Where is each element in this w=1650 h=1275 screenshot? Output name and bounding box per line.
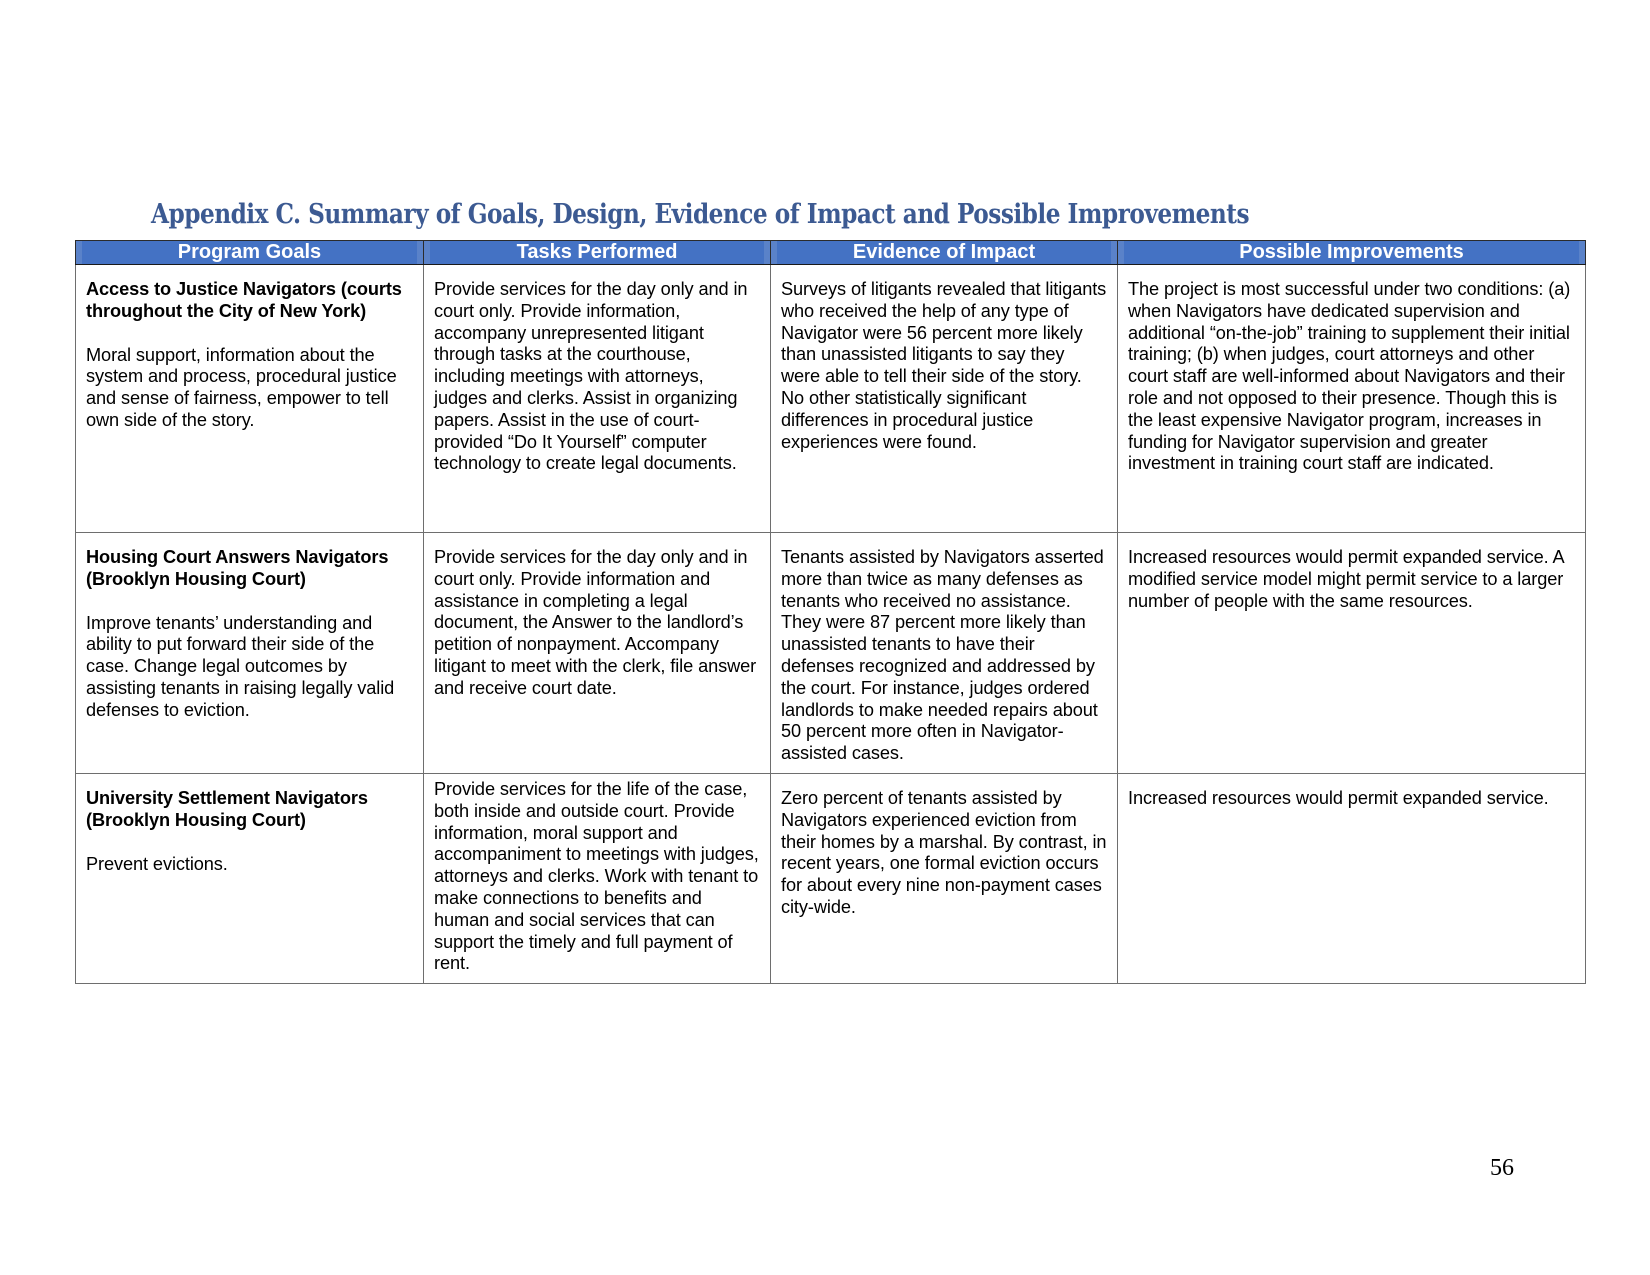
table-header-row xyxy=(76,241,1586,265)
evidence-cell: Surveys of litigants revealed that litigants who received the help of any type of Navigator were 56 percent more likely than unassisted litigants to say they were able to tell their side of the story. No other statistically significant differences in procedural justice experiences were found. xyxy=(771,265,1118,533)
program-goals-cell xyxy=(76,265,424,533)
program-goal: Improve tenants’ understanding and ability to put forward their side of the case. Change legal outcomes by assisting tenants in raising legally valid defenses to eviction. xyxy=(86,612,395,720)
evidence-cell: Zero percent of tenants assisted by Navigators experienced eviction from their homes by a marshal. By contrast, in recent years, one formal eviction occurs for about every nine non-payment cases city-wide. xyxy=(771,774,1118,984)
page-title: Appendix C. Summary of Goals, Design, Evidence of Impact and Possible Improvements xyxy=(151,199,1250,230)
tasks-cell: Provide services for the life of the case, both inside and outside court. Provide information, moral support and accompaniment to meetings with judges, attorneys and clerks. Work with tenant to make connections to benefits and human and social services that can support the timely and full payment of rent. xyxy=(424,774,771,984)
table-row xyxy=(76,265,1586,533)
page-number: 56 xyxy=(1490,1155,1514,1181)
improvements-cell: Increased resources would permit expanded service. xyxy=(1118,774,1586,984)
program-goal: Prevent evictions. xyxy=(86,853,228,874)
column-header-possible-improvements: Possible Improvements xyxy=(1118,241,1586,265)
table-row xyxy=(76,774,1586,984)
program-goals-cell xyxy=(76,774,424,984)
program-goal: Moral support, information about the system and process, procedural justice and sense of fairness, empower to tell own side of the story. xyxy=(86,344,397,430)
evidence-cell: Tenants assisted by Navigators asserted more than twice as many defenses as tenants who received no assistance. They were 87 percent more likely than unassisted tenants to have their defenses recognized and addressed by the court. For instance, judges ordered landlords to make needed repairs about 50 percent more often in Navigator-assisted cases. xyxy=(771,533,1118,774)
column-header-program-goals: Program Goals xyxy=(76,241,424,265)
program-name: University Settlement Navigators (Brooklyn Housing Court) xyxy=(86,788,368,830)
improvements-cell: Increased resources would permit expanded service. A modified service model might permit service to a larger number of people with the same resources. xyxy=(1118,533,1586,774)
improvements-cell: The project is most successful under two conditions: (a) when Navigators have dedicated supervision and additional “on-the-job” training to supplement their initial training; (b) when judges, court attorneys and other court staff are well-informed about Navigators and their role and not opposed to their presence. Though this is the least expensive Navigator program, increases in funding for Navigator supervision and greater investment in training court staff are indicated. xyxy=(1118,265,1586,533)
table-row xyxy=(76,533,1586,774)
program-name: Housing Court Answers Navigators (Brooklyn Housing Court) xyxy=(86,547,389,589)
column-header-evidence-of-impact: Evidence of Impact xyxy=(771,241,1118,265)
column-header-tasks-performed: Tasks Performed xyxy=(424,241,771,265)
tasks-cell: Provide services for the day only and in court only. Provide information, accompany unrepresented litigant through tasks at the courthouse, including meetings with attorneys, judges and clerks. Assist in organizing papers. Assist in the use of court-provided “Do It Yourself” computer technology to create legal documents. xyxy=(424,265,771,533)
tasks-cell: Provide services for the day only and in court only. Provide information and assistance in completing a legal document, the Answer to the landlord’s petition of nonpayment. Accompany litigant to meet with the clerk, file answer and receive court date. xyxy=(424,533,771,774)
summary-table xyxy=(75,240,1586,984)
program-name: Access to Justice Navigators (courts throughout the City of New York) xyxy=(86,279,402,321)
program-goals-cell xyxy=(76,533,424,774)
